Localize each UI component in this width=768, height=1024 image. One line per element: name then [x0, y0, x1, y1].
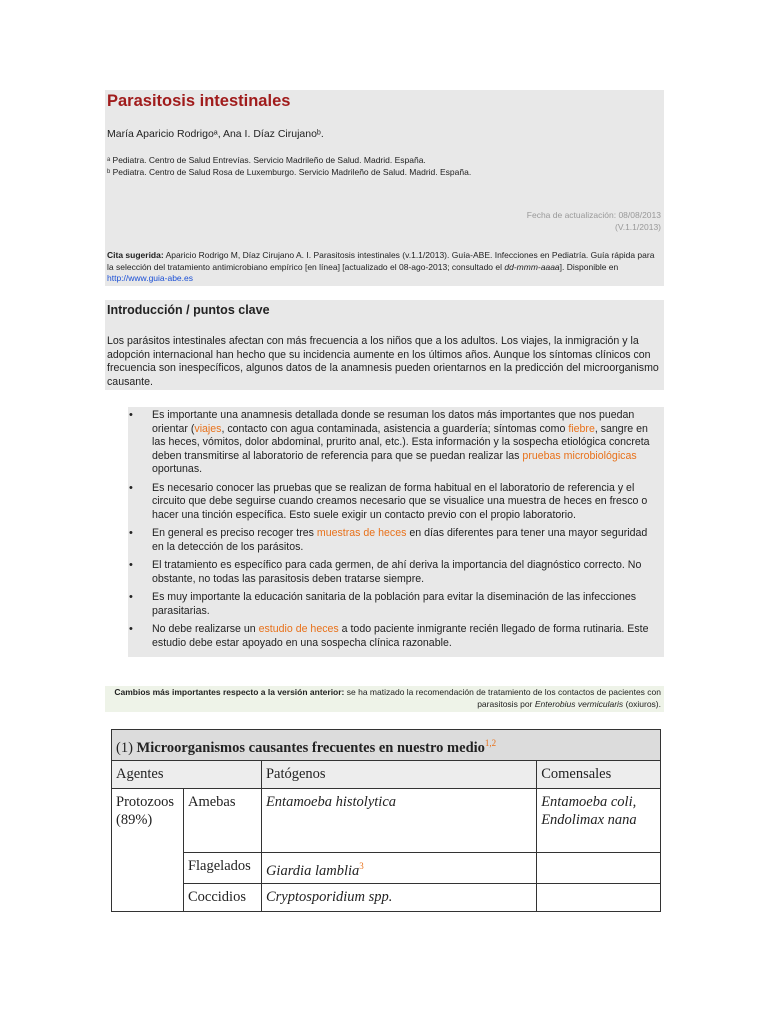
table-title: Microorganismos causantes frecuentes en nuestro medio	[136, 739, 485, 756]
bullet-text: oportunas.	[152, 463, 203, 475]
group-cell: Protozoos (89%)	[112, 788, 184, 911]
update-info	[527, 209, 661, 233]
type-cell: Amebas	[183, 788, 261, 852]
table-title-row	[112, 730, 661, 761]
citation-text: Aparicio Rodrigo M, Díaz Cirujano A. I. Parasitosis intestinales (v.1.1/2013). Guía-ABE. Infecciones en Pediatría. Guía rápida para la selección del tratamiento antimicrobiano empírico [en línea] [actualizado el 08-ago-2013; consultado el	[107, 250, 655, 272]
type-cell: Coccidios	[183, 883, 261, 911]
pathogen-cell	[261, 883, 536, 911]
authors: María Aparicio Rodrigoᵃ, Ana I. Díaz Cirujanoᵇ.	[107, 128, 324, 140]
changes-text: se ha matizado la recomendación de tratamiento de los contactos de pacientes con parasitosis por	[346, 687, 661, 709]
list-item: • Es necesario conocer las pruebas que se realizan de forma habitual en el laboratorio de referencia y el circuito que debe seguirse cuando creamos necesario que se visualice una muestra de heces en fresco o hacer una tinción específica. Esto suele exigir un contacto previo con el propio laboratorio.	[127, 482, 660, 523]
table-title-cell	[112, 730, 661, 761]
table-row	[112, 852, 661, 883]
pathogen-cell	[261, 788, 536, 852]
bullet-text: En general es preciso recoger tres	[152, 527, 317, 539]
link-muestras-de-heces[interactable]: muestras de heces	[316, 527, 407, 539]
key-points-list	[127, 409, 660, 655]
pathogen-cell	[261, 852, 536, 883]
bullet-text: No debe realizarse un	[152, 623, 259, 635]
bullet-text: , sangre en las heces, vómitos, dolor abdominal, prurito anal, etc.). Esta información y la sospecha etiológica concreta deben transmitirse al laboratorio de referencia para que se puedan realizar las	[152, 422, 650, 462]
intro-heading: Introducción / puntos clave	[107, 303, 270, 317]
table-title-ref[interactable]: 1,2	[484, 738, 497, 748]
bullet-text: a todo paciente inmigrante recién llegado de forma rutinaria. Este estudio debe estar apoyado en una sospecha clínica razonable.	[152, 623, 649, 649]
bullet-text: , contacto con agua contaminada, asistencia a guardería; síntomas como	[221, 422, 569, 435]
link-viajes[interactable]: viajes	[194, 422, 222, 435]
list-item: • El tratamiento es específico para cada germen, de ahí deriva la importancia del diagnóstico correcto. No obstante, no todas las parasitosis deben tratarse siempre.	[127, 559, 660, 586]
changes-organism: Enterobius vermicularis	[534, 698, 624, 709]
header-commensals: Comensales	[537, 760, 661, 788]
citation-date-placeholder: dd-mmm-aaaa	[504, 261, 560, 272]
list-item: • Es muy importante la educación sanitaria de la población para evitar la diseminación de las infecciones parasitarias.	[127, 591, 660, 618]
list-item	[127, 409, 660, 477]
bullet-text: en días diferentes para tener una mayor seguridad en la detección de los parásitos.	[152, 527, 648, 553]
table-number: (1)	[116, 739, 133, 756]
pathogen-name: Giardia lamblia	[265, 862, 360, 879]
type-cell: Flagelados	[183, 852, 261, 883]
list-item	[127, 623, 660, 650]
citation	[107, 250, 663, 285]
commensal-cell	[537, 788, 661, 852]
pathogen-name: Cryptosporidium spp.	[265, 888, 393, 905]
link-fiebre[interactable]: fiebre	[568, 422, 595, 435]
commensal-name: Entamoeba coli, Endolimax nana	[541, 793, 637, 828]
commensal-cell	[537, 883, 661, 911]
list-item	[127, 527, 660, 554]
link-pruebas-microbiologicas[interactable]: pruebas microbiológicas	[522, 449, 637, 462]
pathogen-ref[interactable]: 3	[359, 860, 364, 871]
header-agents: Agentes	[112, 760, 262, 788]
intro-paragraph: Los parásitos intestinales afectan con más frecuencia a los niños que a los adultos. Los viajes, la inmigración y la adopción internacional han hecho que su incidencia aumente en los últimos años. Aunque los síntomas clínicos con frecuencia son inespecíficos, algunos datos de la anamnesis pueden orientarnos en la predicción del microorganismo causante.	[107, 335, 659, 388]
affiliation-b: ᵇ Pediatra. Centro de Salud Rosa de Luxemburgo. Servicio Madrileño de Salud. Madrid. España.	[107, 167, 472, 177]
table-row	[112, 883, 661, 911]
microorganisms-table	[111, 729, 661, 912]
header-pathogens: Patógenos	[261, 760, 536, 788]
changes-text-end: (oxiuros).	[625, 698, 661, 709]
table-row	[112, 788, 661, 852]
version: (V.1.1/2013)	[615, 222, 661, 232]
affiliation-a: ᵃ Pediatra. Centro de Salud Entrevías. Servicio Madrileño de Salud. Madrid. España.	[107, 155, 426, 165]
link-estudio-de-heces[interactable]: estudio de heces	[258, 623, 339, 635]
page-title: Parasitosis intestinales	[107, 92, 291, 110]
update-date: Fecha de actualización: 08/08/2013	[526, 210, 661, 220]
citation-available: ]. Disponible en	[559, 261, 619, 272]
pathogen-name: Entamoeba histolytica	[265, 793, 397, 810]
commensal-cell	[537, 852, 661, 883]
bullet-text: Es importante una anamnesis detallada donde se resuman los datos más importantes que nos puedan orientar (	[152, 409, 635, 435]
changes-label: Cambios más importantes respecto a la versión anterior:	[114, 687, 345, 697]
table-header-row	[112, 760, 661, 788]
citation-url-link[interactable]: http://www.guia-abe.es	[107, 273, 193, 283]
citation-label: Cita sugerida:	[107, 250, 164, 260]
changes-note	[105, 686, 664, 712]
